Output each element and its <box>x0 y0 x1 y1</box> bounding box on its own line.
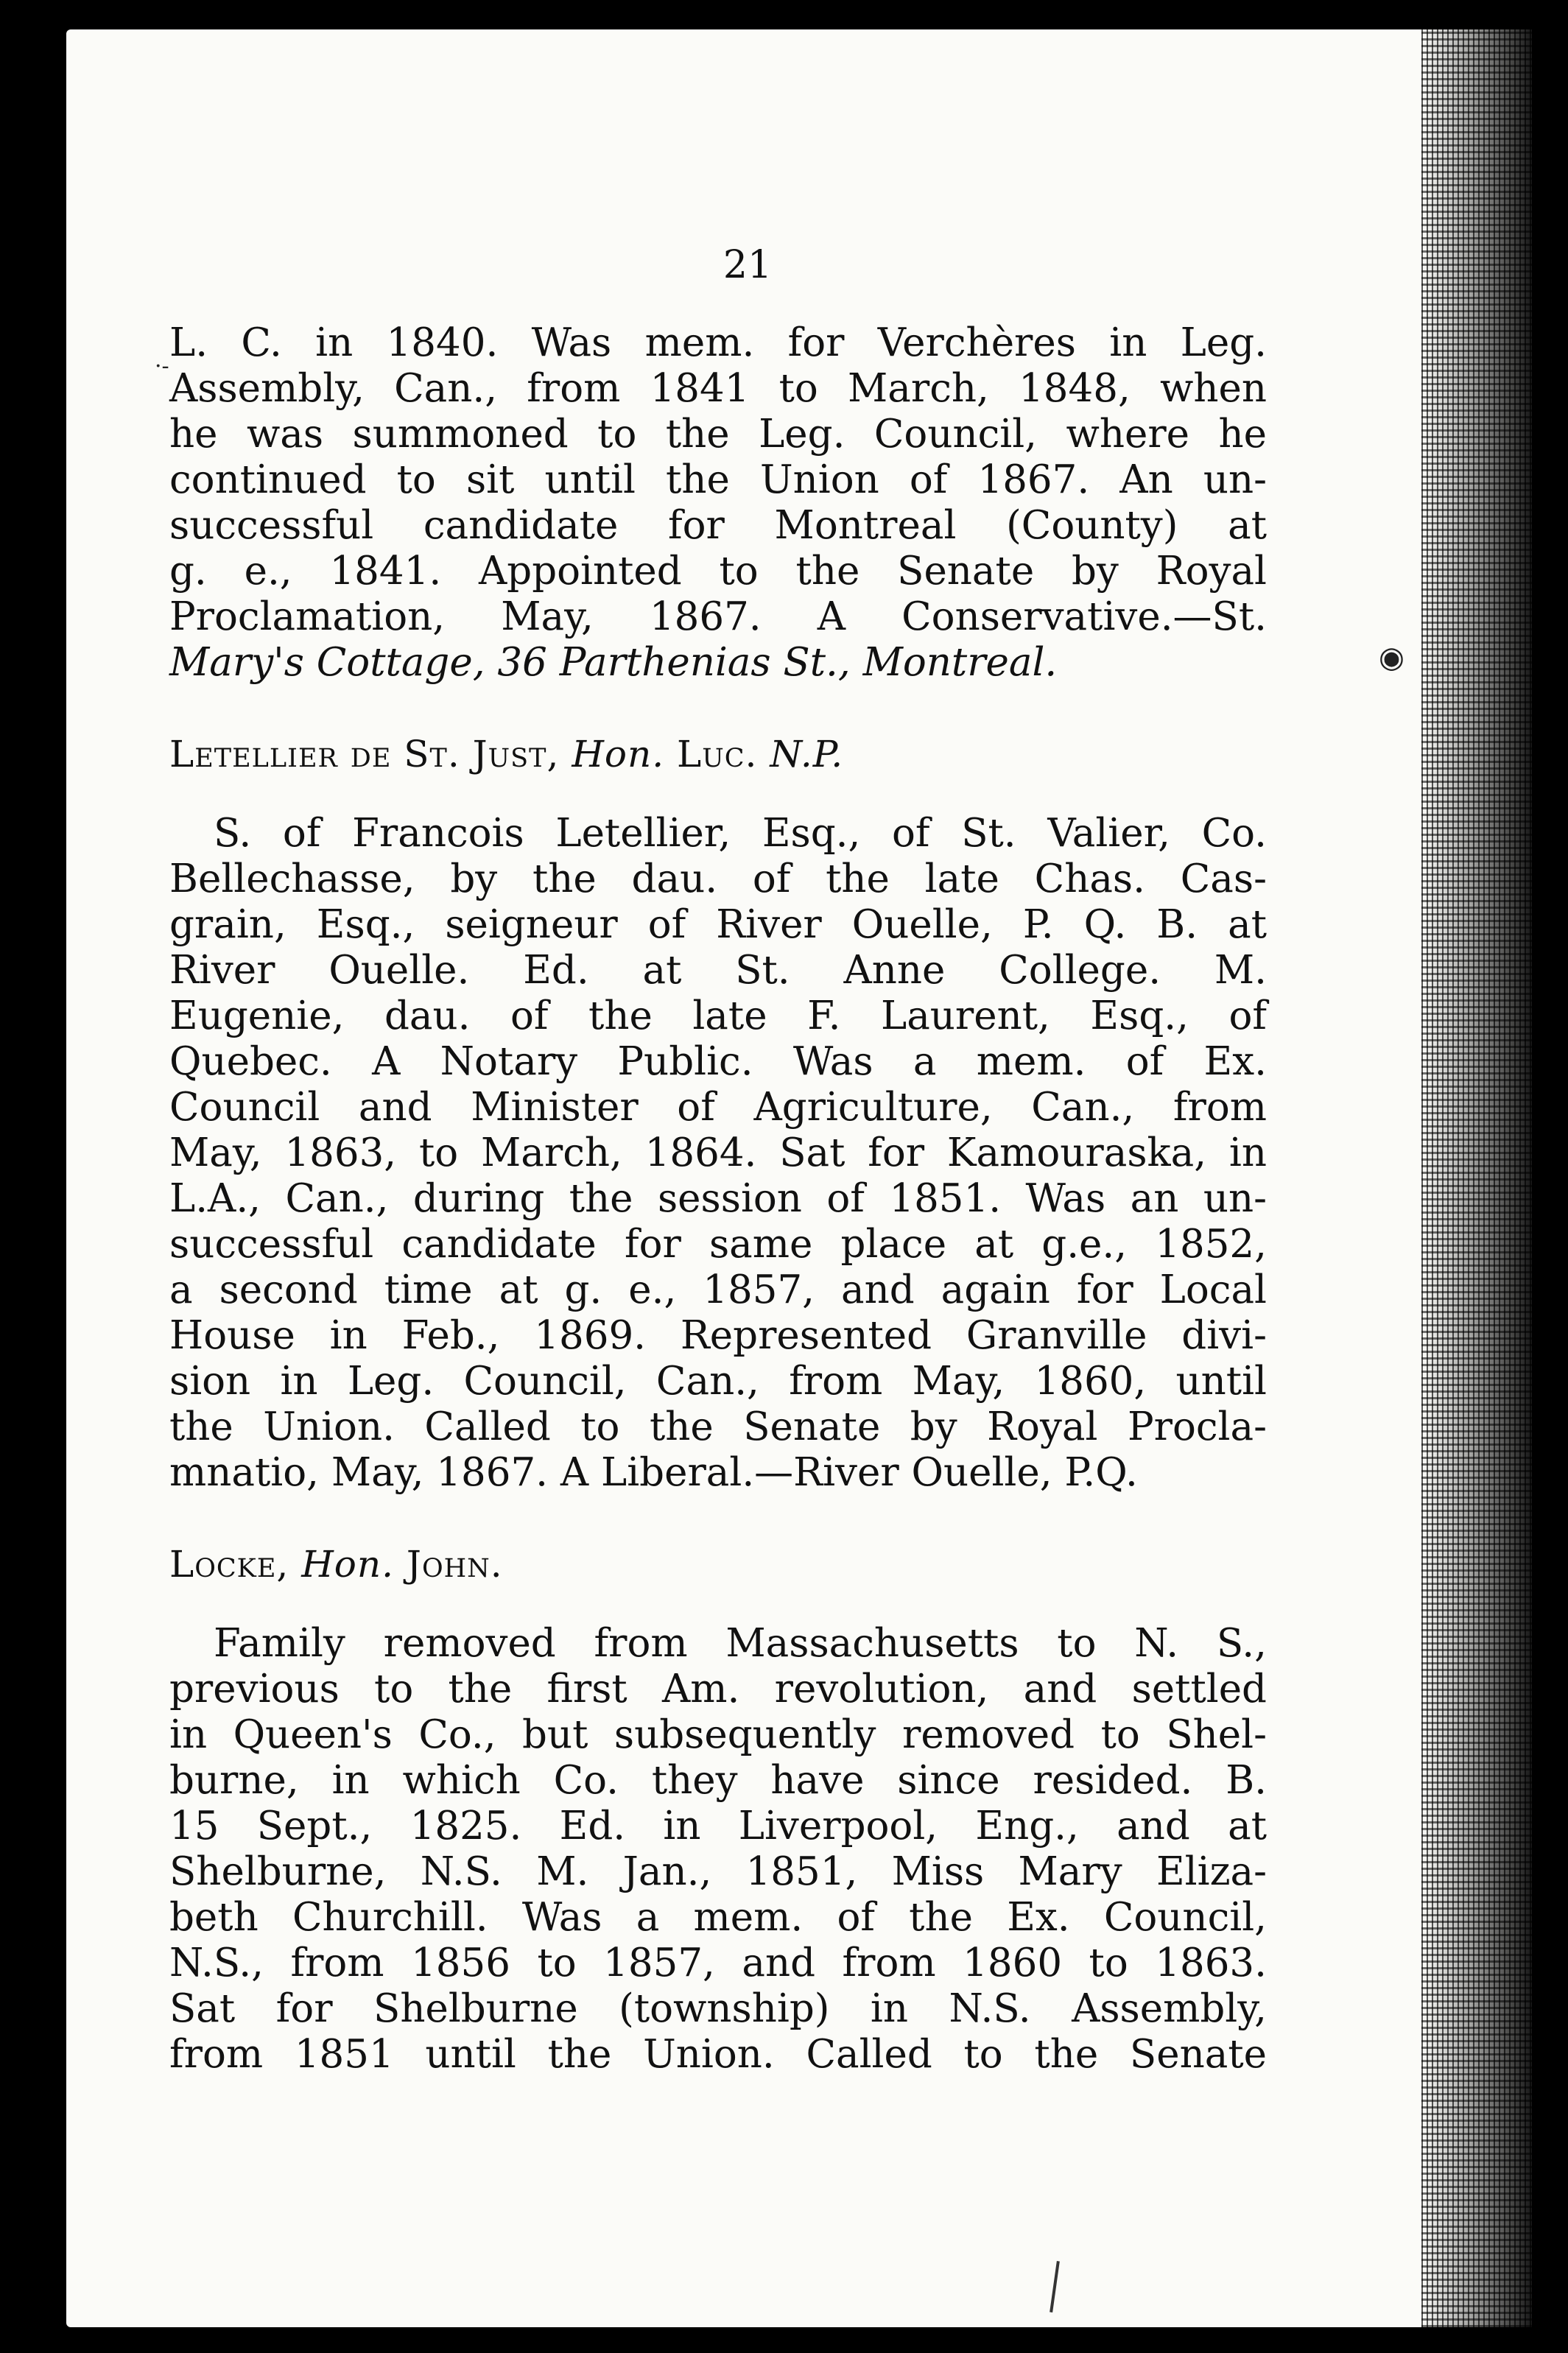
text-line: L.A., Can., during the session of 1851. Was an un- <box>169 1176 1267 1221</box>
entry-body-locke <box>169 1621 1267 2078</box>
stray-ink-mark: ·- <box>155 354 169 379</box>
text-line: S. of Francois Letellier, Esq., of St. Valier, Co. <box>214 811 1267 856</box>
text-line: beth Churchill. Was a mem. of the Ex. Council, <box>169 1895 1267 1940</box>
text-body <box>169 320 1267 2078</box>
text-line: g. e., 1841. Appointed to the Senate by Royal <box>169 549 1267 594</box>
text-line: previous to the first Am. revolution, and settled <box>169 1667 1267 1712</box>
text-line: Quebec. A Notary Public. Was a mem. of Ex. <box>169 1039 1267 1084</box>
text-line: Proclamation, May, 1867. A Conservative.—St. <box>169 594 1267 639</box>
entry-given-name: John. <box>406 1543 503 1586</box>
text-line: River Ouelle. Ed. at St. Anne College. M. <box>169 948 1267 993</box>
entry-given-name: Luc. <box>677 733 758 775</box>
text-line: Family removed from Massachusetts to N. S., <box>214 1621 1267 1666</box>
entry-honorific: Hon. <box>572 733 665 775</box>
entry-surname: Letellier de St. Just, <box>169 733 560 775</box>
stray-ink-mark: ◉ <box>1379 641 1404 675</box>
text-line: grain, Esq., seigneur of River Ouelle, P. Q. B. at <box>169 902 1267 947</box>
text-line: N.S., from 1856 to 1857, and from 1860 to 1863. <box>169 1941 1267 1986</box>
text-line: Shelburne, N.S. M. Jan., 1851, Miss Mary Eliza- <box>169 1849 1267 1894</box>
text-line: May, 1863, to March, 1864. Sat for Kamouraska, in <box>169 1130 1267 1175</box>
text-line: House in Feb., 1869. Represented Granville divi- <box>169 1313 1267 1358</box>
text-line: the Union. Called to the Senate by Royal Procla- <box>169 1404 1267 1449</box>
book-page <box>66 29 1532 2327</box>
address-line: Mary's Cottage, 36 Parthenias St., Montreal. <box>169 640 1058 685</box>
text-line: sion in Leg. Council, Can., from May, 1860, until <box>169 1359 1267 1404</box>
stray-ink-mark <box>1050 2261 1060 2312</box>
page-number: 21 <box>723 243 773 287</box>
text-line: burne, in which Co. they have since resided. B. <box>169 1758 1267 1803</box>
entry-heading-locke <box>169 1541 1267 1587</box>
entry-suffix: N.P. <box>770 733 844 775</box>
text-line: a second time at g. e., 1857, and again for Local <box>169 1267 1267 1312</box>
text-line: from 1851 until the Union. Called to the Senate <box>169 2032 1267 2077</box>
text-line: Sat for Shelburne (township) in N.S. Assembly, <box>169 1986 1267 2031</box>
text-line: Assembly, Can., from 1841 to March, 1848, when <box>169 366 1267 411</box>
text-line: continued to sit until the Union of 1867. An un- <box>169 457 1267 502</box>
entry-honorific: Hon. <box>301 1543 394 1586</box>
text-line: Eugenie, dau. of the late F. Laurent, Esq., of <box>169 993 1267 1038</box>
page-edge-shadow <box>1421 29 1532 2327</box>
text-line: mnatio, May, 1867. A Liberal.—River Ouelle, P.Q. <box>169 1450 1138 1495</box>
text-line: Bellechasse, by the dau. of the late Chas. Cas- <box>169 857 1267 901</box>
text-line: L. C. in 1840. Was mem. for Verchères in Leg. <box>169 320 1267 365</box>
text-line: in Queen's Co., but subsequently removed to Shel- <box>169 1712 1267 1757</box>
text-line: 15 Sept., 1825. Ed. in Liverpool, Eng., and at <box>169 1804 1267 1849</box>
entry-continuation <box>169 320 1267 686</box>
entry-surname: Locke, <box>169 1543 289 1586</box>
text-line: successful candidate for same place at g.e., 1852, <box>169 1222 1267 1267</box>
text-line: he was summoned to the Leg. Council, where he <box>169 412 1267 457</box>
text-line: successful candidate for Montreal (County) at <box>169 503 1267 548</box>
entry-body-letellier <box>169 811 1267 1496</box>
text-line: Council and Minister of Agriculture, Can., from <box>169 1085 1267 1130</box>
entry-heading-letellier <box>169 731 1267 777</box>
